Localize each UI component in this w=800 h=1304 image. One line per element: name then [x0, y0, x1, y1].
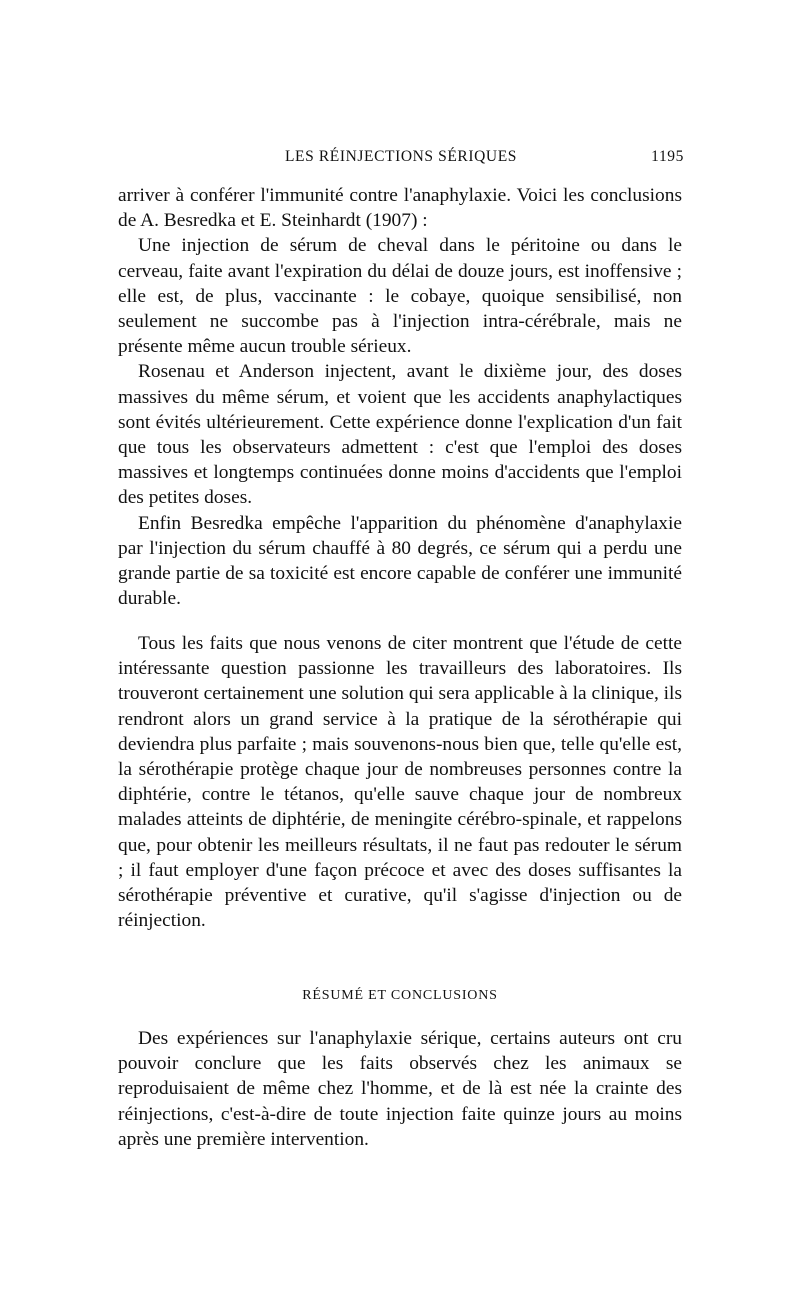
running-header	[118, 148, 684, 172]
paragraph-continuation: arriver à conférer l'immunité contre l'anaphylaxie. Voici les conclusions de A. Besredka et E. Steinhardt (1907) :	[118, 185, 682, 232]
section-heading: RÉSUMÉ ET CONCLUSIONS	[302, 988, 498, 1003]
paragraph-besredka-steinhardt: Une injection de sérum de cheval dans le péritoine ou dans le cerveau, faite avant l'expiration du délai de douze jours, est inoffensive ; elle est, de plus, vaccinante : le cobaye, quoique sensibilisé, non seulement ne succombe pas à l'injection intra-cérébrale, mais ne présente même aucun trouble sérieux.	[118, 235, 682, 358]
text-block-middle	[118, 631, 682, 933]
page-number: 1195	[651, 148, 684, 165]
paragraph-summary-discussion: Tous les faits que nous venons de citer montrent que l'étude de cette intéressante question passionne les travailleurs des laboratoires. Ils trouveront certainement une solution qui sera applicable à la clinique, ils rendront alors un grand service à la pratique de la sérothérapie qui deviendra plus parfaite ; mais souvenons-nous bien que, telle qu'elle est, la sérothérapie protège chaque jour de nombreuses personnes contre la diphtérie, contre le tétanos, qu'elle sauve chaque jour de nombreux malades atteints de diphtérie, de meningite cérébro-spinale, et rappelons que, pour obtenir les meilleurs résultats, il ne faut pas redouter le sérum ; il faut employer d'une façon précoce et avec des doses suffisantes la sérothérapie préventive et curative, qu'il s'agisse d'injection ou de réinjection.	[118, 633, 682, 932]
paragraph-conclusions: Des expériences sur l'anaphylaxie sérique, certains auteurs ont cru pouvoir conclure que les faits observés chez les animaux se reproduisaient de même chez l'homme, et de là est née la crainte des réinjections, c'est-à-dire de toute injection faite quinze jours au moins après une première intervention.	[118, 1028, 682, 1150]
paragraph-rosenau-anderson: Rosenau et Anderson injectent, avant le dixième jour, des doses massives du même sérum, et voient que les accidents anaphylactiques sont évités ultérieurement. Cette expérience donne l'explication d'un fait que tous les observateurs admettent : c'est que l'emploi des doses massives et longtemps continuées donne moins d'accidents que l'emploi des petites doses.	[118, 361, 682, 509]
running-title: LES RÉINJECTIONS SÉRIQUES	[284, 148, 517, 165]
text-block-conclusions	[118, 1026, 682, 1152]
paragraph-besredka-heated-serum: Enfin Besredka empêche l'apparition du phénomène d'anaphylaxie par l'injection du sérum chauffé à 80 degrés, ce sérum qui a perdu une grande partie de sa toxicité est encore capable de conférer une immunité durable.	[118, 512, 682, 610]
text-block-top	[118, 183, 682, 611]
